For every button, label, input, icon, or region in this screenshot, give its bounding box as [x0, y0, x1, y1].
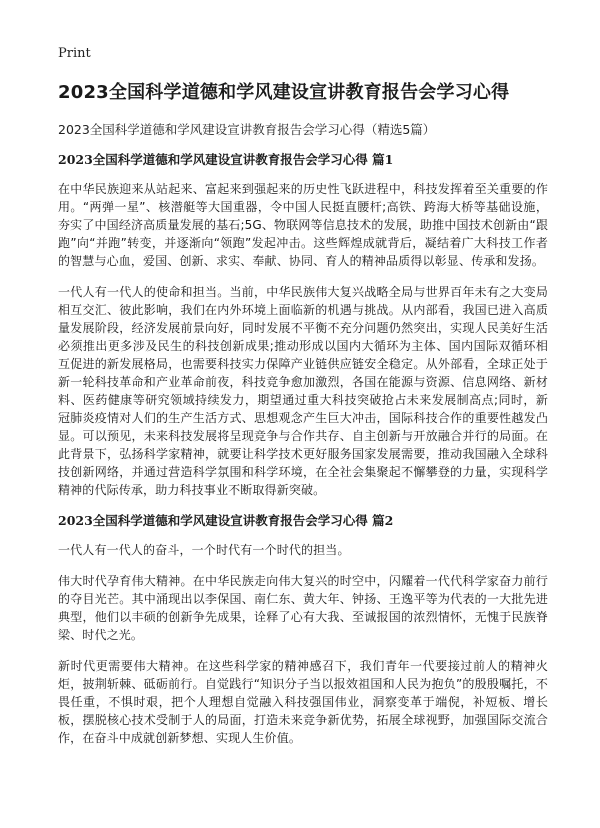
paragraph: 一代人有一代人的使命和担当。当前，中华民族伟大复兴战略全局与世界百年未有之大变局相互交汇、彼此影响，我们在内外环境上面临新的机遇与挑战。从内部看，我国已进入高质量发展阶段，经济发展前景向好，同时发展不平衡不充分问题仍然突出，实现人民美好生活必须推出更多涉及民生的科技创新成果;推动形成以国内大循环为主体、国内国际双循环相互促进的新发展格局，也需要科技实力保障产业链供应链安全稳定。从外部看，全球正处于新一轮科技革命和产业革命前夜，科技竞争愈加激烈，各国在能源与资源、信息网络、新材料、医药健康等研究领域持续发力，期望通过重大科技突破抢占未来发展制高点;同时，新冠肺炎疫情对人们的生产生活方式、思想观念产生巨大冲击，国际科技合作的重要性越发凸显。可以预见，未来科技发展将呈现竞争与合作共存、自主创新与开放融合并行的局面。在此背景下，弘扬科学家精神，就要让科学技术更好服务国家发展需要，推动我国融入全球科技创新网络，并通过营造科学氛围和科学环境，在全社会集聚起不懈攀登的力量，实现科学精神的代际传承，助力科技事业不断取得新突破。 [58, 285, 548, 497]
print-link[interactable]: Print [58, 46, 91, 61]
page-title: 2023全国科学道德和学风建设宣讲教育报告会学习心得 [58, 82, 510, 103]
paragraph: 新时代更需要伟大精神。在这些科学家的精神感召下，我们青年一代要接过前人的精神火炬，披荆斩棘、砥砺前行。自觉践行“知识分子当以报效祖国和人民为抱负”的殷殷嘱托，不畏任重，不惧时艰，把个人理想自觉融入科技强国伟业，洞察变革于端倪，补短板、增长板，摆脱核心技术受制于人的局面，打造未来竞争新优势，拓展全球视野，加强国际交流合作，在奋斗中成就创新梦想、实现人生价值。 [58, 659, 548, 745]
paragraph: 在中华民族迎来从站起来、富起来到强起来的历史性飞跃进程中，科技发挥着至关重要的作用。“两弹一星”、核潜艇等大国重器，令中国人民挺直腰杆;高铁、跨海大桥等基础设施，夯实了中国经济高质量发展的基石;5G、物联网等信息技术的发展，助推中国技术创新由“跟跑”向“并跑”转变，并逐渐向“领跑”发起冲击。这些辉煌成就背后，凝结着广大科技工作者的智慧与心血，爱国、创新、求实、奉献、协同、育人的精神品质得以彰显、传承和发扬。 [58, 182, 548, 268]
section-heading-2: 2023全国科学道德和学风建设宣讲教育报告会学习心得 篇2 [58, 513, 394, 528]
paragraph: 一代人有一代人的奋斗，一个时代有一个时代的担当。 [58, 543, 350, 557]
article-body [58, 150, 548, 747]
section-heading-1: 2023全国科学道德和学风建设宣讲教育报告会学习心得 篇1 [58, 152, 394, 167]
page-subtitle: 2023全国科学道德和学风建设宣讲教育报告会学习心得（精选5篇） [58, 122, 436, 137]
paragraph: 伟大时代孕育伟大精神。在中华民族走向伟大复兴的时空中，闪耀着一代代科学家奋力前行的夺目光芒。其中涌现出以李保国、南仁东、黄大年、钟扬、王逸平等为代表的一大批先进典型，他们以丰硕的创新争先成果，诠释了心有大我、至诚报国的浓烈情怀，无愧于民族脊梁、时代之光。 [58, 574, 548, 642]
